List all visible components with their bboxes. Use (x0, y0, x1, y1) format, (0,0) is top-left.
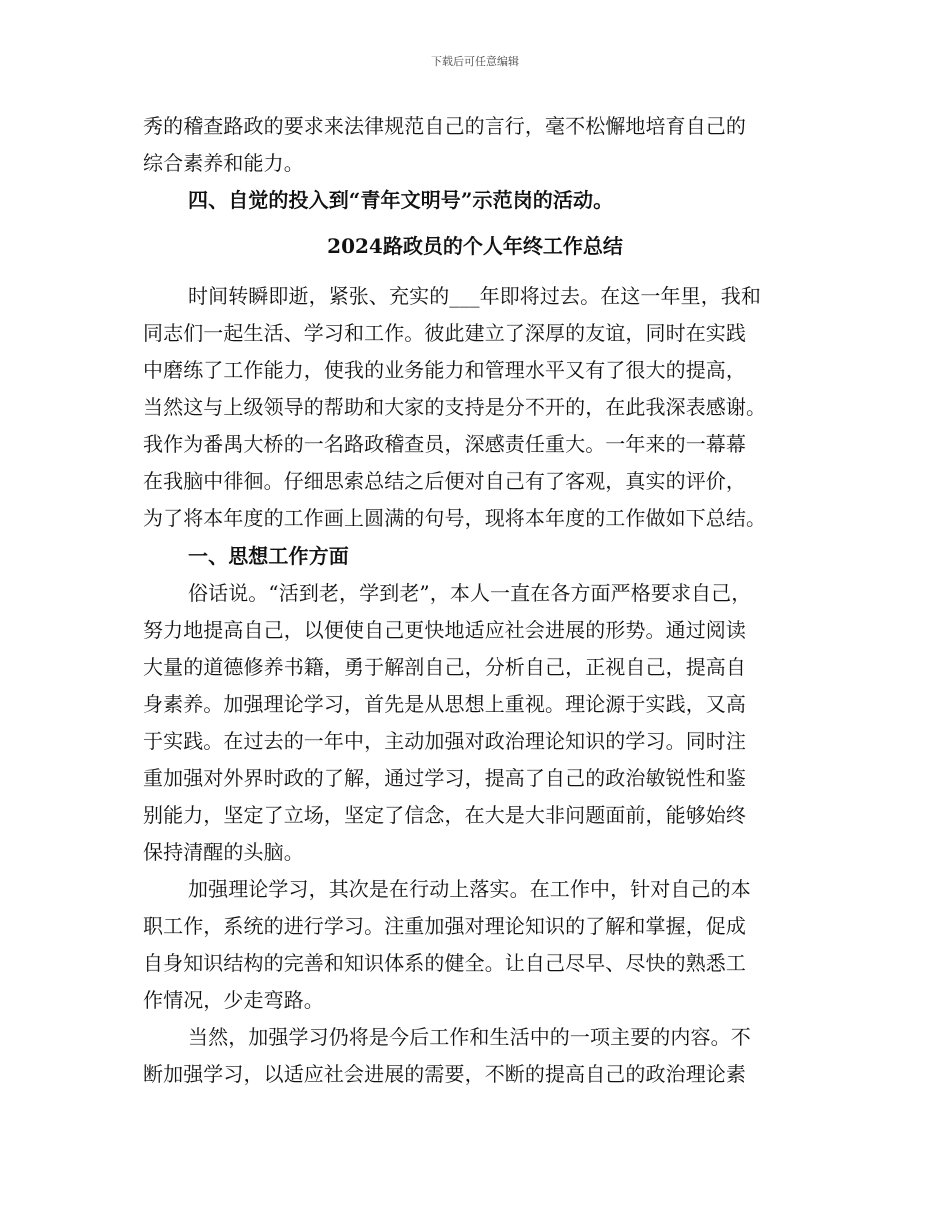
paragraph-line: 当然这与上级领导的帮助和大家的支持是分不开的，在此我深表感谢。 (143, 395, 767, 419)
section-heading-4: 四、自觉的投入到“青年文明号”示范岗的活动。 (188, 188, 614, 212)
paragraph-line: 中磨练了工作能力，使我的业务能力和管理水平又有了很大的提高， (143, 358, 746, 382)
paragraph-line: 努力地提高自己，以便使自己更快地适应社会进展的形势。通过阅读 (143, 618, 746, 642)
paragraph-line: 时间转瞬即逝，紧张、充实的___年即将过去。在这一年里，我和 (188, 284, 761, 308)
page-header: 下载后可任意编辑 (431, 55, 519, 68)
paragraph-line: 综合素养和能力。 (143, 151, 304, 175)
paragraph-line: 自身知识结构的完善和知识体系的健全。让自己尽早、尽快的熟悉工 (143, 951, 746, 975)
paragraph-line: 于实践。在过去的一年中，主动加强对政治理论知识的学习。同时注 (143, 729, 746, 753)
paragraph-line: 为了将本年度的工作画上圆满的句号，现将本年度的工作做如下总结。 (143, 506, 767, 530)
paragraph-line: 当然，加强学习仍将是今后工作和生活中的一项主要的内容。不 (188, 1025, 751, 1049)
paragraph-line: 加强理论学习，其次是在行动上落实。在工作中，针对自己的本 (188, 877, 751, 901)
document-title: 2024路政员的个人年终工作总结 (327, 234, 623, 258)
paragraph-line: 职工作，系统的进行学习。注重加强对理论知识的了解和掌握，促成 (143, 914, 746, 938)
paragraph-line: 保持清醒的头脑。 (143, 840, 304, 864)
paragraph-line: 断加强学习，以适应社会进展的需要，不断的提高自己的政治理论素 (143, 1062, 746, 1086)
paragraph-line: 在我脑中徘徊。仔细思索总结之后便对自己有了客观，真实的评价， (143, 469, 746, 493)
paragraph-line: 俗话说。“活到老，学到老”，本人一直在各方面严格要求自己， (188, 581, 752, 605)
section-heading-1: 一、思想工作方面 (188, 544, 349, 568)
paragraph-line: 大量的道德修养书籍，勇于解剖自己，分析自己，正视自己，提高自 (143, 655, 746, 679)
paragraph-line: 我作为番禺大桥的一名路政稽查员，深感责任重大。一年来的一幕幕 (143, 432, 746, 456)
paragraph-line: 别能力，坚定了立场，坚定了信念，在大是大非问题面前，能够始终 (143, 803, 746, 827)
paragraph-line: 秀的稽查路政的要求来法律规范自己的言行，毫不松懈地培育自己的 (143, 114, 746, 138)
paragraph-line: 作情况，少走弯路。 (143, 988, 324, 1012)
paragraph-line: 同志们一起生活、学习和工作。彼此建立了深厚的友谊，同时在实践 (143, 321, 746, 345)
paragraph-line: 重加强对外界时政的了解，通过学习，提高了自己的政治敏锐性和鉴 (143, 766, 746, 790)
paragraph-line: 身素养。加强理论学习，首先是从思想上重视。理论源于实践，又高 (143, 692, 746, 716)
